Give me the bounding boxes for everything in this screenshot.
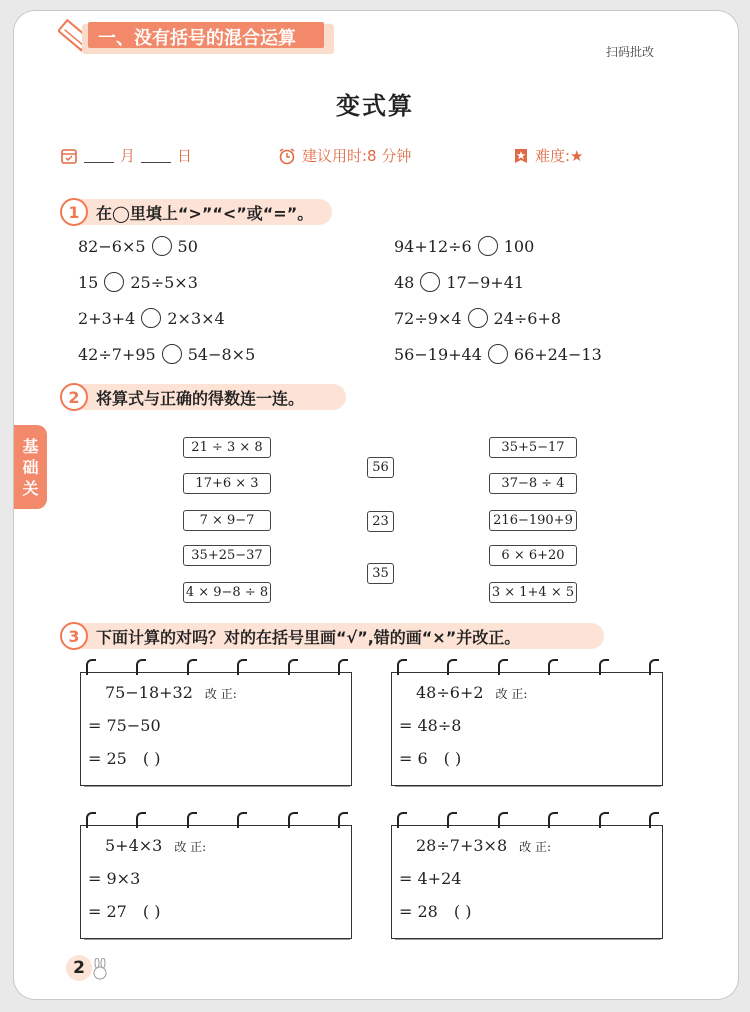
step-2: = 28	[399, 902, 438, 921]
compare-item: 72÷9×4 24÷6+8	[394, 308, 562, 328]
original-expression: 5+4×3	[105, 836, 163, 855]
question-3-header	[60, 622, 520, 650]
section-title: 一、没有括号的混合运算	[98, 28, 296, 49]
correction-label: 改 正:	[174, 840, 207, 854]
time-label: 建议用时:8 分钟	[302, 147, 412, 165]
question-number: 3	[60, 622, 88, 650]
month-blank[interactable]	[84, 148, 114, 163]
step-1: = 4+24	[399, 869, 462, 888]
correction-label: 改 正:	[519, 840, 551, 854]
compare-item: 56−19+44 66+24−13	[394, 344, 602, 364]
bunny-mascot-icon	[92, 958, 108, 980]
suggested-time	[278, 145, 411, 166]
calendar-icon	[60, 147, 78, 165]
page-title: 变式算	[336, 92, 414, 120]
compare-item: 48 17−9+41	[394, 272, 525, 292]
question-text: 在◯里填上“>”“<”或“=”。	[96, 203, 314, 223]
page-number: 2	[66, 955, 92, 981]
original-expression: 75−18+32	[105, 683, 193, 702]
day-label: 日	[177, 147, 193, 165]
match-left-expression[interactable]: 4 × 9−8 ÷ 8	[183, 582, 271, 603]
step-1: = 75−50	[88, 716, 161, 735]
check-parentheses[interactable]: ( )	[453, 902, 472, 921]
compare-item: 94+12÷6 100	[394, 236, 535, 256]
day-blank[interactable]	[141, 148, 171, 163]
match-right-expression[interactable]: 35+5−17	[489, 437, 577, 458]
match-left-expression[interactable]: 7 × 9−7	[183, 510, 271, 531]
difficulty-label: 难度:★	[535, 147, 584, 165]
compare-item: 2+3+4 2×3×4	[78, 308, 225, 328]
check-parentheses[interactable]: ( )	[443, 749, 462, 768]
answer-circle[interactable]	[152, 236, 172, 256]
answer-circle[interactable]	[468, 308, 488, 328]
question-number: 1	[60, 198, 88, 226]
question-2-header	[60, 383, 304, 411]
original-expression: 48÷6+2	[416, 683, 484, 702]
question-1-header	[60, 198, 313, 226]
step-2: = 6	[399, 749, 428, 768]
answer-circle[interactable]	[420, 272, 440, 292]
question-number: 2	[60, 383, 88, 411]
compare-item: 42÷7+95 54−8×5	[78, 344, 256, 364]
match-answer[interactable]: 35	[367, 563, 394, 584]
check-parentheses[interactable]: ( )	[142, 902, 161, 921]
correction-label: 改 正:	[204, 687, 237, 701]
answer-circle[interactable]	[104, 272, 124, 292]
compare-item: 15 25÷5×3	[78, 272, 198, 292]
answer-circle[interactable]	[488, 344, 508, 364]
match-answer[interactable]: 23	[367, 511, 394, 532]
step-2: = 27	[88, 902, 127, 921]
question-text: 将算式与正确的得数连一连。	[96, 388, 305, 408]
match-right-expression[interactable]: 6 × 6+20	[489, 545, 577, 566]
match-answer[interactable]: 56	[367, 457, 394, 478]
scan-grading-link[interactable]: 扫码批改	[606, 45, 655, 59]
question-text: 下面计算的对吗？对的在括号里画“√”,错的画“×”并改正。	[96, 627, 521, 647]
bookmark-star-icon	[513, 148, 529, 164]
step-1: = 9×3	[88, 869, 141, 888]
original-expression: 28÷7+3×8	[416, 836, 508, 855]
correction-label: 改 正:	[495, 687, 528, 701]
alarm-clock-icon	[278, 147, 296, 165]
section-banner	[58, 20, 340, 60]
date-field	[60, 145, 192, 166]
side-tab-basic-level: 基 础 关	[14, 425, 47, 509]
answer-circle[interactable]	[478, 236, 498, 256]
match-left-expression[interactable]: 17+6 × 3	[183, 473, 271, 494]
match-right-expression[interactable]: 37−8 ÷ 4	[489, 473, 577, 494]
step-1: = 48÷8	[399, 716, 462, 735]
answer-circle[interactable]	[141, 308, 161, 328]
match-left-expression[interactable]: 35+25−37	[183, 545, 271, 566]
compare-item: 82−6×5 50	[78, 236, 198, 256]
answer-circle[interactable]	[162, 344, 182, 364]
difficulty	[513, 145, 584, 166]
step-2: = 25	[88, 749, 127, 768]
check-parentheses[interactable]: ( )	[142, 749, 161, 768]
match-right-expression[interactable]: 3 × 1+4 × 5	[489, 582, 577, 603]
match-right-expression[interactable]: 216−190+9	[489, 510, 577, 531]
month-label: 月	[120, 147, 136, 165]
match-left-expression[interactable]: 21 ÷ 3 × 8	[183, 437, 271, 458]
